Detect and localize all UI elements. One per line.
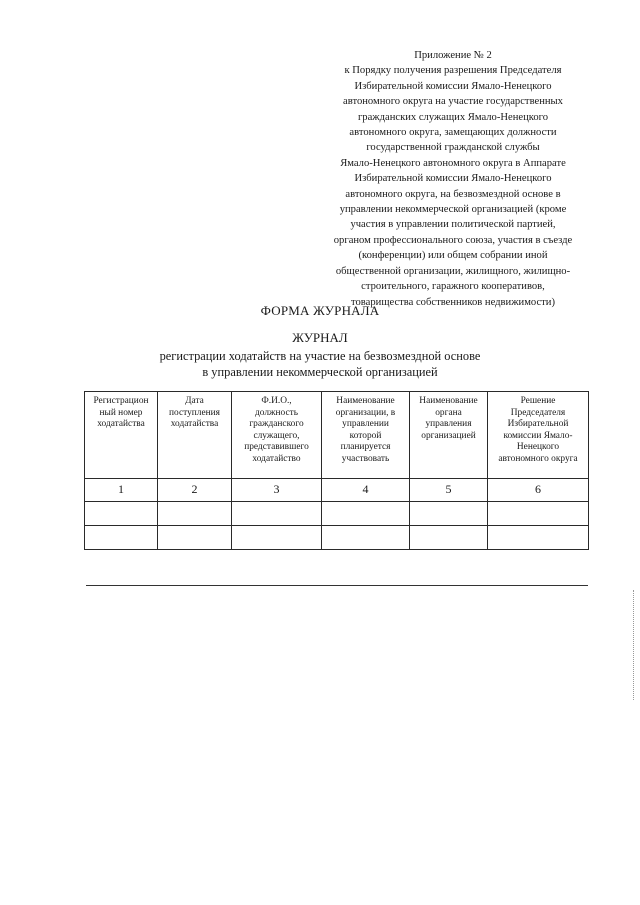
column-header bbox=[232, 392, 322, 479]
table-cell bbox=[85, 526, 158, 550]
journal-subtitle-line: регистрации ходатайств на участие на безвозмездной основе bbox=[159, 349, 481, 363]
table-cell bbox=[410, 526, 488, 550]
column-header-line: Избирательной bbox=[507, 419, 569, 430]
appendix-line: строительного, гаражного кооперативов, bbox=[361, 281, 545, 293]
table-cell bbox=[85, 502, 158, 526]
table-cell bbox=[232, 526, 322, 550]
journal-subtitle-line: в управлении некоммерческой организацией bbox=[202, 365, 438, 379]
appendix-line: Избирательной комиссии Ямало-Ненецкого bbox=[354, 173, 552, 185]
column-header-line: Дата bbox=[185, 396, 204, 406]
column-header-line: комиссии Ямало- bbox=[503, 430, 573, 441]
appendix-line: Приложение № 2 bbox=[414, 50, 492, 61]
column-header bbox=[322, 392, 410, 479]
column-header-line: организации, в bbox=[335, 407, 396, 418]
column-header-line: Ненецкого bbox=[516, 442, 560, 453]
column-header-line: ходатайства bbox=[97, 419, 145, 430]
column-number-row bbox=[85, 479, 589, 502]
appendix-line: автономного округа, на безвозмездной основе в bbox=[345, 188, 561, 200]
table-cell bbox=[232, 502, 322, 526]
appendix-line: органом профессионального союза, участия в съезде bbox=[333, 234, 573, 246]
table-cell bbox=[158, 502, 232, 526]
table-cell bbox=[488, 526, 589, 550]
column-header-line: которой bbox=[349, 430, 382, 441]
column-header-line: участвовать bbox=[341, 453, 390, 464]
column-number: 5 bbox=[410, 479, 488, 502]
column-header-line: организацией bbox=[421, 430, 476, 441]
table-cell bbox=[322, 502, 410, 526]
bottom-rule bbox=[86, 585, 588, 586]
form-heading: ФОРМА ЖУРНАЛА bbox=[260, 303, 380, 318]
scan-edge-marks bbox=[633, 590, 636, 700]
journal-table bbox=[84, 391, 589, 550]
column-header-line: Наименование bbox=[419, 396, 478, 406]
column-header-line: планируется bbox=[340, 442, 391, 453]
column-header bbox=[410, 392, 488, 479]
table-cell bbox=[410, 502, 488, 526]
appendix-line: к Порядку получения разрешения Председателя bbox=[344, 65, 562, 77]
appendix-line: автономного округа на участие государственных bbox=[343, 96, 563, 108]
appendix-note bbox=[300, 48, 606, 310]
column-number: 3 bbox=[232, 479, 322, 502]
appendix-line: Избирательной комиссии Ямало-Ненецкого bbox=[354, 80, 552, 92]
appendix-line: управлении некоммерческой организацией (кроме bbox=[339, 204, 567, 216]
column-header-line: управлении bbox=[342, 419, 389, 430]
column-header-line: управления bbox=[425, 419, 472, 430]
column-header-line: Решение bbox=[520, 396, 556, 406]
table-cell bbox=[322, 526, 410, 550]
column-header-line: Регистрацион bbox=[93, 396, 149, 406]
appendix-line: товарищества собственников недвижимости) bbox=[351, 296, 555, 308]
column-header-line: представившего bbox=[244, 442, 309, 453]
column-number: 6 bbox=[488, 479, 589, 502]
table-row bbox=[85, 502, 589, 526]
column-header-line: ходатайство bbox=[252, 453, 301, 464]
column-header-line: служащего, bbox=[253, 430, 300, 441]
table-row bbox=[85, 526, 589, 550]
column-header-line: гражданского bbox=[249, 419, 304, 430]
appendix-line: Ямало-Ненецкого автономного округа в Аппарате bbox=[340, 157, 566, 169]
table-header-row bbox=[85, 392, 589, 479]
column-header bbox=[488, 392, 589, 479]
appendix-line: автономного округа, замещающих должности bbox=[349, 127, 557, 139]
journal-title: ЖУРНАЛ bbox=[292, 330, 348, 345]
column-header bbox=[158, 392, 232, 479]
column-header-line: Наименование bbox=[336, 396, 395, 406]
table-cell bbox=[158, 526, 232, 550]
column-number: 2 bbox=[158, 479, 232, 502]
column-header-line: поступления bbox=[169, 407, 220, 418]
appendix-line: участия в управлении политической партией, bbox=[350, 219, 556, 231]
journal-subtitle bbox=[0, 348, 640, 380]
column-number: 1 bbox=[85, 479, 158, 502]
column-header-line: ходатайства bbox=[170, 419, 219, 430]
table-cell bbox=[488, 502, 589, 526]
appendix-line: общественной организации, жилищного, жилищно- bbox=[335, 265, 571, 277]
column-header bbox=[85, 392, 158, 479]
column-header-line: автономного округа bbox=[498, 453, 578, 464]
appendix-line: государственной гражданской службы bbox=[366, 142, 540, 154]
column-header-line: органа bbox=[435, 407, 462, 418]
column-header-line: Ф.И.О., bbox=[261, 396, 292, 406]
column-header-line: Председателя bbox=[510, 407, 566, 418]
column-header-line: ный номер bbox=[99, 407, 143, 418]
appendix-line: (конференции) или общем собрании иной bbox=[358, 250, 548, 262]
appendix-line: гражданских служащих Ямало-Ненецкого bbox=[357, 111, 549, 123]
column-header-line: должность bbox=[255, 407, 298, 418]
column-number: 4 bbox=[322, 479, 410, 502]
